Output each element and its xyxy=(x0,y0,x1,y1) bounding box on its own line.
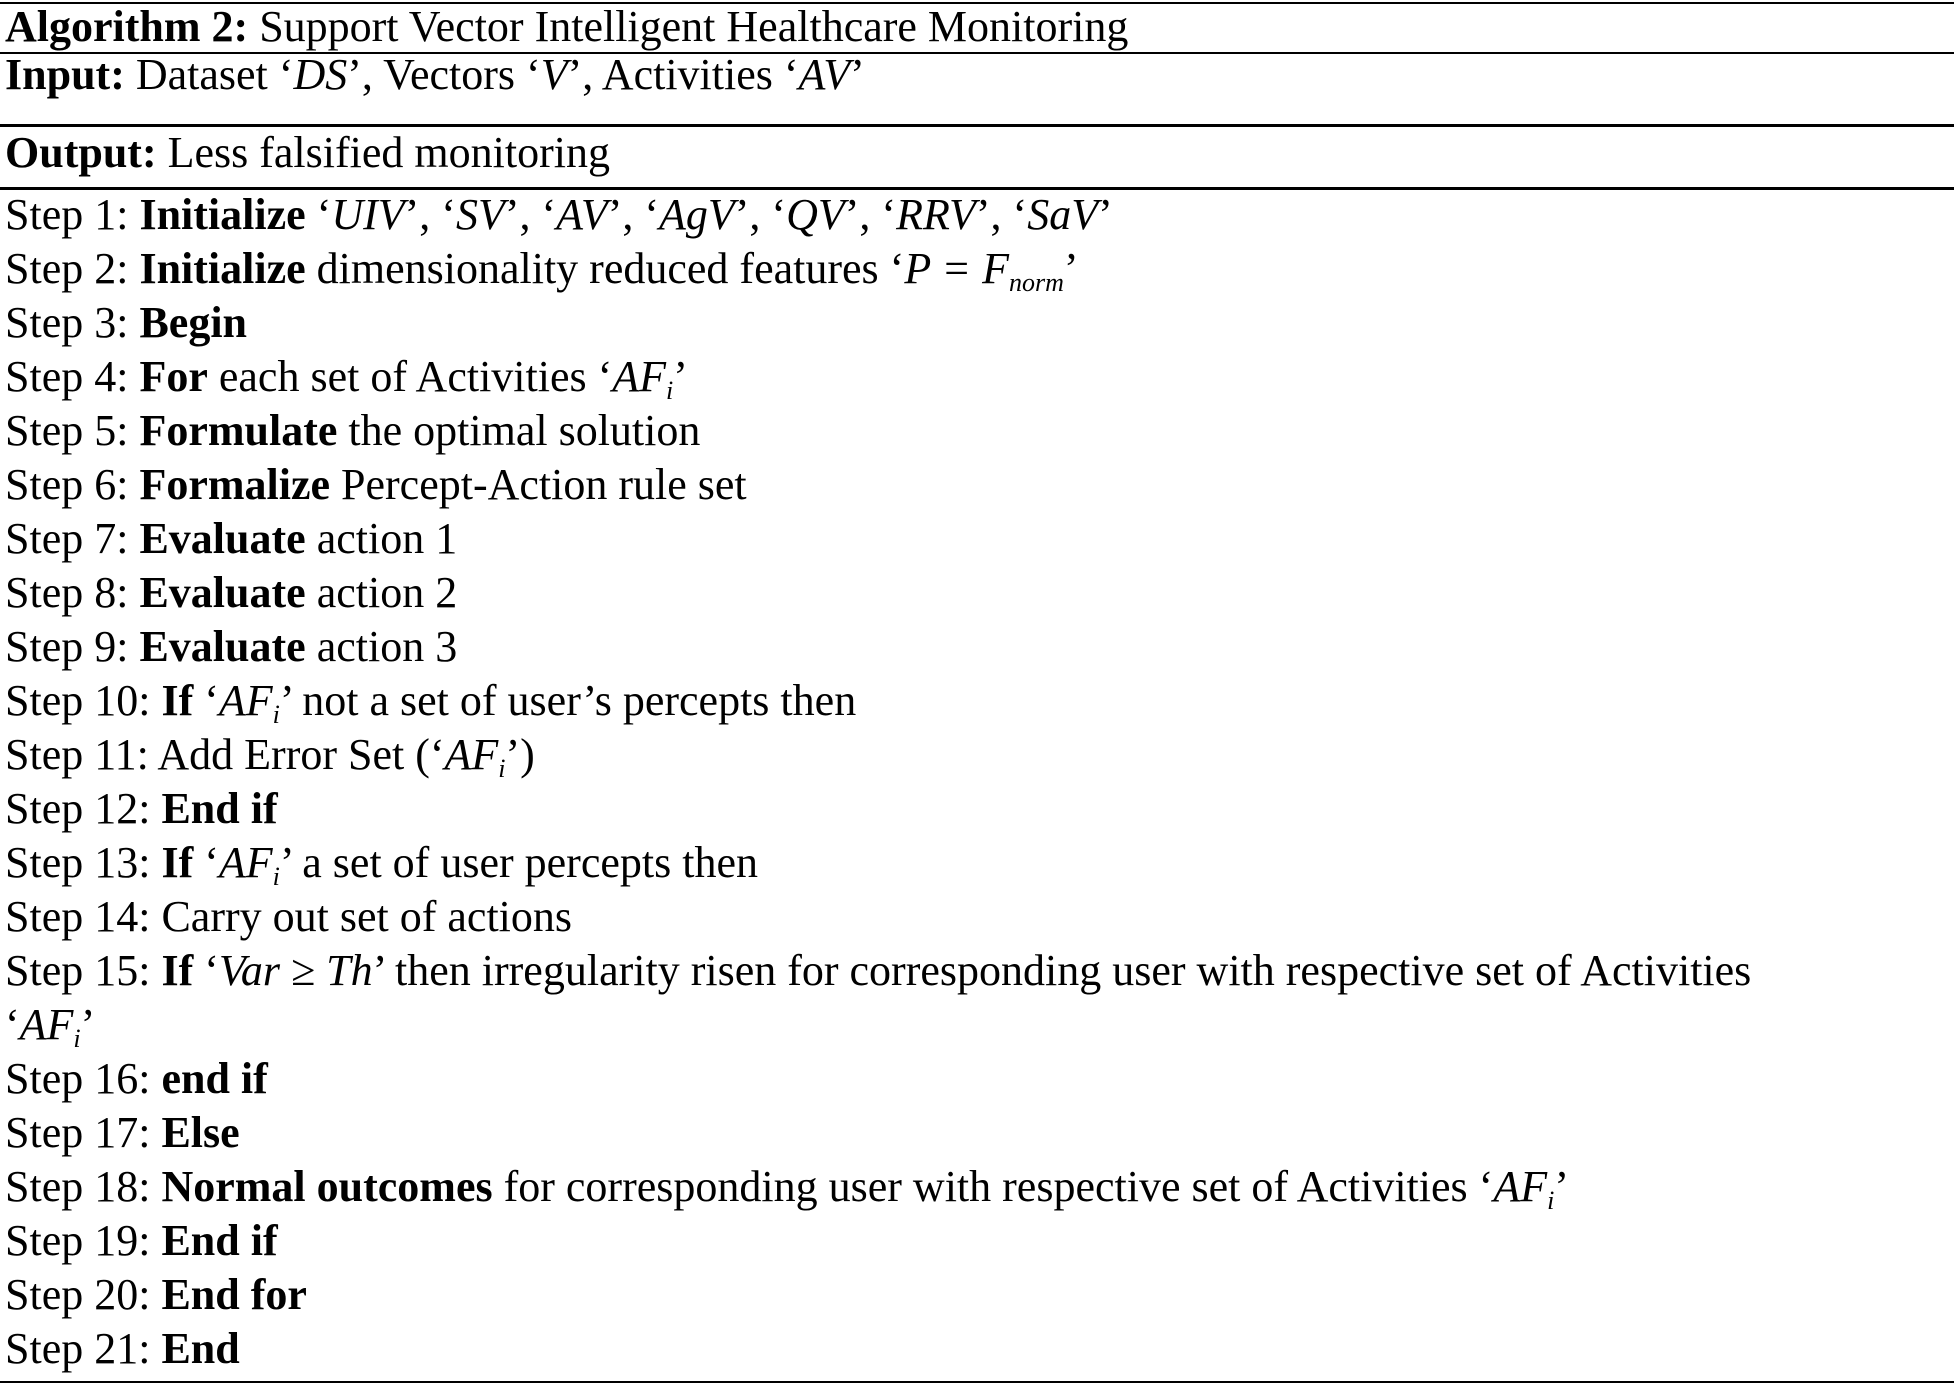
input-label: Input: xyxy=(5,50,125,99)
step-19: Step 19: End if xyxy=(5,1216,278,1265)
step-7: Step 7: Evaluate action 1 xyxy=(5,514,458,563)
step-21: Step 21: End xyxy=(5,1324,240,1373)
step-15-continuation: ‘$AF_i$’ xyxy=(5,1000,96,1053)
algorithm-header xyxy=(5,0,1128,54)
bottom-rule xyxy=(0,1381,1954,1383)
output-line: Output: Less falsified monitoring xyxy=(5,128,610,177)
step-13: Step 13: If ‘$AF_i$’ a set of user percepts then xyxy=(5,838,758,891)
step-1: Step 1: Initialize ‘UIV’, ‘SV’, ‘AV’, ‘AgV’, ‘QV’, ‘RRV’, ‘SaV’ xyxy=(5,190,1113,239)
step-3: Step 3: Begin xyxy=(5,298,248,347)
step-15: Step 15: If ‘Var ≥ Th’ then irregularity risen for corresponding user with respective set of Activities xyxy=(5,946,1752,995)
step-8: Step 8: Evaluate action 2 xyxy=(5,568,458,617)
step-4: Step 4: For each set of Activities ‘$AF_i$’ xyxy=(5,352,688,405)
step-5: Step 5: Formulate the optimal solution xyxy=(5,406,701,455)
input-line: Input: Dataset ‘DS’, Vectors ‘V’, Activities ‘AV’ xyxy=(5,50,865,99)
step-6: Step 6: Formalize Percept-Action rule set xyxy=(5,460,747,509)
algorithm-label: Algorithm 2: xyxy=(5,2,249,51)
step-17: Step 17: Else xyxy=(5,1108,240,1157)
step-18: Step 18: Normal outcomes for corresponding user with respective set of Activities ‘$AF_i$’ xyxy=(5,1162,1569,1215)
step-10: Step 10: If ‘$AF_i$’ not a set of user’s percepts then xyxy=(5,676,857,729)
algorithm-title: Support Vector Intelligent Healthcare Monitoring xyxy=(259,2,1129,51)
step-20: Step 20: End for xyxy=(5,1270,307,1319)
step-16: Step 16: end if xyxy=(5,1054,268,1103)
step-11: Step 11: Add Error Set $(‘AF_i’)$ xyxy=(5,730,535,783)
step-2: Step 2: Initialize dimensionality reduced features ‘$P = F_{norm}$’ xyxy=(5,244,1079,297)
output-label: Output: xyxy=(5,128,157,177)
step-12: Step 12: End if xyxy=(5,784,278,833)
step-9: Step 9: Evaluate action 3 xyxy=(5,622,458,671)
step-14: Step 14: Carry out set of actions xyxy=(5,892,573,941)
